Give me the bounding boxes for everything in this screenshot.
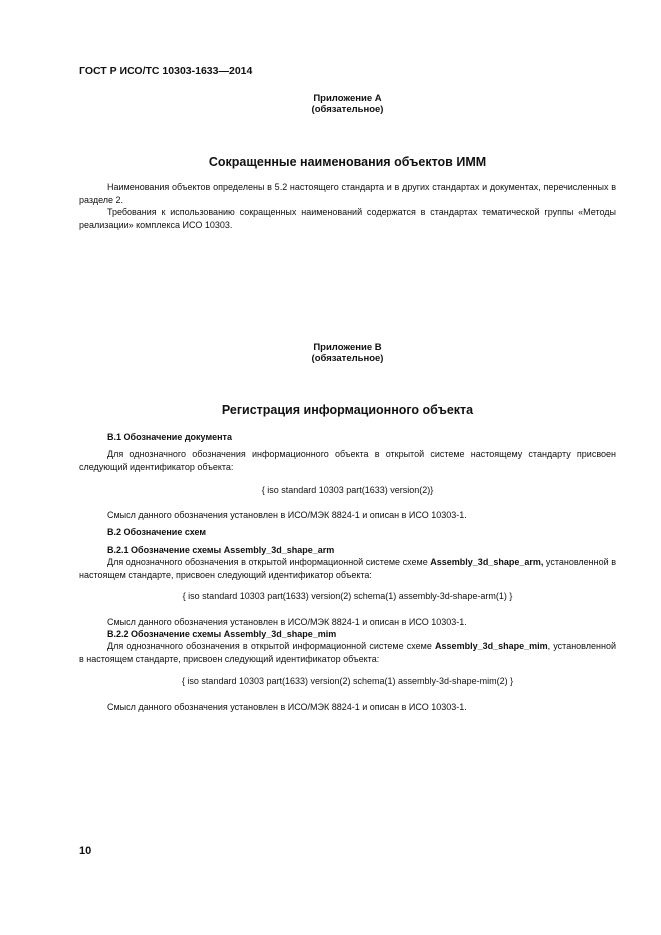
section-b1-heading: B.1 Обозначение документа bbox=[107, 432, 232, 442]
section-b22-note: Смысл данного обозначения установлен в ИСО/МЭК 8824-1 и описан в ИСО 10303-1. bbox=[107, 702, 467, 712]
section-b22-text-b: , установленной в настоящем стандарте, присвоен следующий идентификатор объекта: bbox=[79, 641, 616, 664]
appendix-b-label: Приложение B bbox=[313, 342, 382, 353]
section-b21-heading: B.2.1 Обозначение схемы Assembly_3d_shape_arm bbox=[107, 545, 335, 555]
section-b21-text bbox=[79, 556, 616, 581]
section-b22-text bbox=[79, 640, 616, 665]
appendix-a-paragraph-2: Требования к использованию сокращенных наименований содержатся в стандартах тематической группы «Методы реализации» комплекса ИСО 10303. bbox=[79, 207, 616, 230]
section-b21-text-b: установленной в настоящем стандарте, присвоен следующий идентификатор объекта: bbox=[79, 557, 616, 580]
section-b21-object-identifier: { iso standard 10303 part(1633) version(2) schema(1) assembly-3d-shape-arm(1) } bbox=[182, 591, 513, 601]
section-b21-schema-name: Assembly_3d_shape_arm, bbox=[430, 557, 544, 567]
section-b1-text: Для однозначного обозначения информационного объекта в открытой системе настоящему стандарту присвоен следующий идентификатор объекта: bbox=[79, 449, 616, 472]
appendix-a-title: Сокращенные наименования объектов ИММ bbox=[208, 155, 487, 169]
appendix-a-label: Приложение A bbox=[313, 93, 382, 104]
page-number: 10 bbox=[79, 845, 92, 857]
appendix-b-status: (обязательное) bbox=[311, 353, 384, 364]
section-b22-text-a: Для однозначного обозначения в открытой информационной системе схеме bbox=[107, 641, 436, 651]
section-b22-object-identifier: { iso standard 10303 part(1633) version(2) schema(1) assembly-3d-shape-mim(2) } bbox=[181, 676, 514, 686]
document-header: ГОСТ Р ИСО/ТС 10303-1633—2014 bbox=[79, 65, 253, 77]
appendix-b-title: Регистрация информационного объекта bbox=[221, 403, 474, 417]
section-b1-object-identifier: { iso standard 10303 part(1633) version(2)} bbox=[261, 485, 434, 495]
section-b21-note: Смысл данного обозначения установлен в ИСО/МЭК 8824-1 и описан в ИСО 10303-1. bbox=[107, 617, 467, 627]
section-b22-schema-name: Assembly_3d_shape_mim bbox=[435, 641, 548, 651]
section-b21-text-a: Для однозначного обозначения в открытой информационной системе схеме bbox=[107, 557, 431, 567]
appendix-a-status: (обязательное) bbox=[311, 104, 384, 115]
section-b22-heading: B.2.2 Обозначение схемы Assembly_3d_shape_mim bbox=[107, 629, 337, 639]
appendix-a-paragraph-1: Наименования объектов определены в 5.2 настоящего стандарта и в других стандартах и документах, перечисленных в разделе 2. bbox=[79, 182, 616, 205]
section-b2-heading: B.2 Обозначение схем bbox=[107, 527, 207, 537]
section-b1-note: Смысл данного обозначения установлен в ИСО/МЭК 8824-1 и описан в ИСО 10303-1. bbox=[107, 510, 467, 520]
